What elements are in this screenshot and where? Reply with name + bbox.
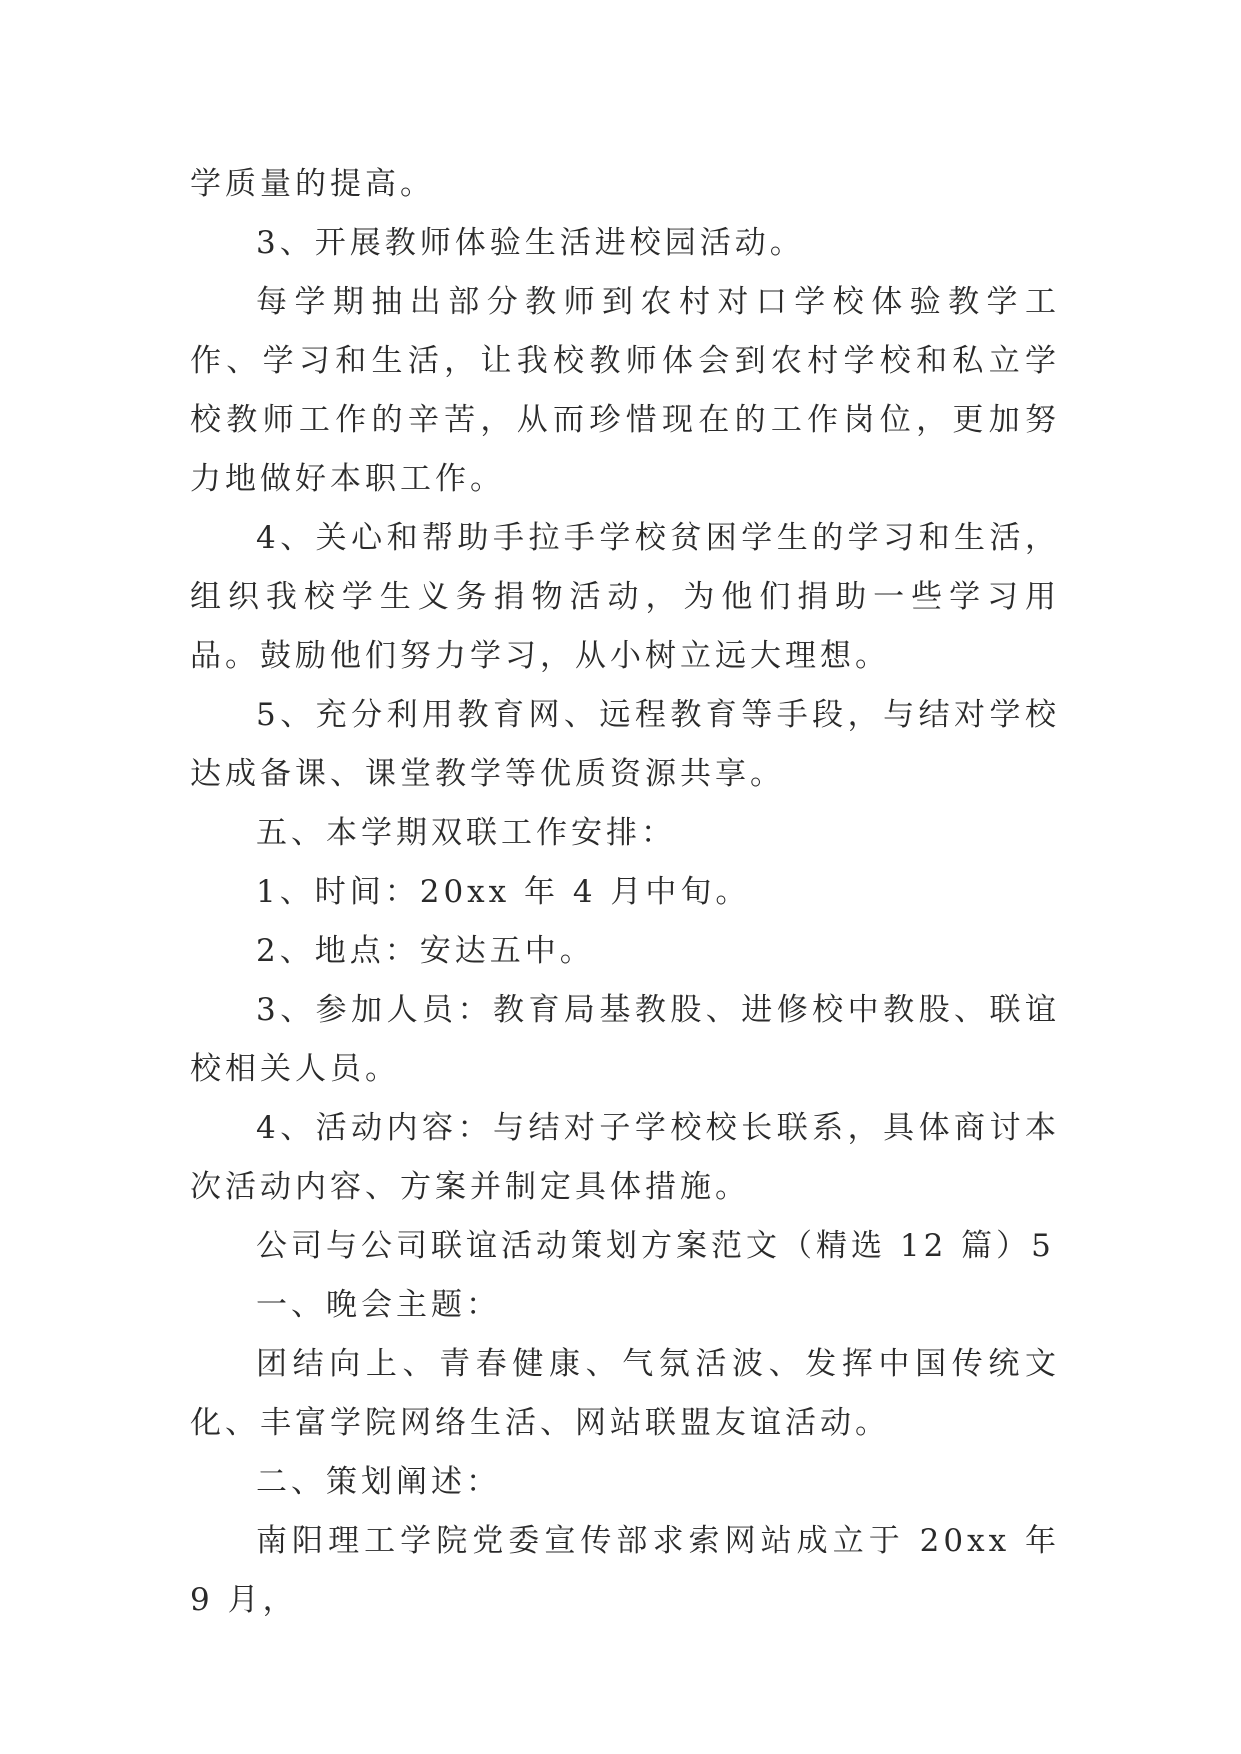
paragraph-5: 5、充分利用教育网、远程教育等手段，与结对学校达成备课、课堂教学等优质资源共享。: [190, 697, 1060, 792]
article-title: 公司与公司联谊活动策划方案范文（精选 12 篇）5: [256, 1228, 1055, 1264]
document-body: [190, 155, 1060, 1630]
section-heading-plan: 二、策划阐述：: [256, 1464, 501, 1500]
paragraph-2: 3、开展教师体验生活进校园活动。: [256, 225, 805, 261]
paragraph-time: 1、时间：20xx 年 4 月中旬。: [256, 874, 751, 910]
paragraph-location: 2、地点：安达五中。: [256, 933, 595, 969]
paragraph-content: 4、活动内容：与结对子学校校长联系，具体商讨本次活动内容、方案并制定具体措施。: [190, 1110, 1060, 1205]
paragraph-3: 每学期抽出部分教师到农村对口学校体验教学工作、学习和生活，让我校教师体会到农村学校和私立学校教师工作的辛苦，从而珍惜现在的工作岗位，更加努力地做好本职工作。: [190, 284, 1060, 497]
section-heading-five: 五、本学期双联工作安排：: [256, 815, 676, 851]
paragraph-4: 4、关心和帮助手拉手学校贫困学生的学习和生活，组织我校学生义务捐物活动，为他们捐助一些学习用品。鼓励他们努力学习，从小树立远大理想。: [190, 520, 1060, 674]
paragraph-participants: 3、参加人员：教育局基教股、进修校中教股、联谊校相关人员。: [190, 992, 1060, 1087]
section-heading-theme: 一、晚会主题：: [256, 1287, 501, 1323]
paragraph-theme: 团结向上、青春健康、气氛活波、发挥中国传统文化、丰富学院网络生活、网站联盟友谊活动。: [190, 1346, 1060, 1441]
paragraph-plan: 南阳理工学院党委宣传部求索网站成立于 20xx 年 9 月，: [190, 1523, 1060, 1618]
paragraph-1: 学质量的提高。: [190, 166, 435, 202]
